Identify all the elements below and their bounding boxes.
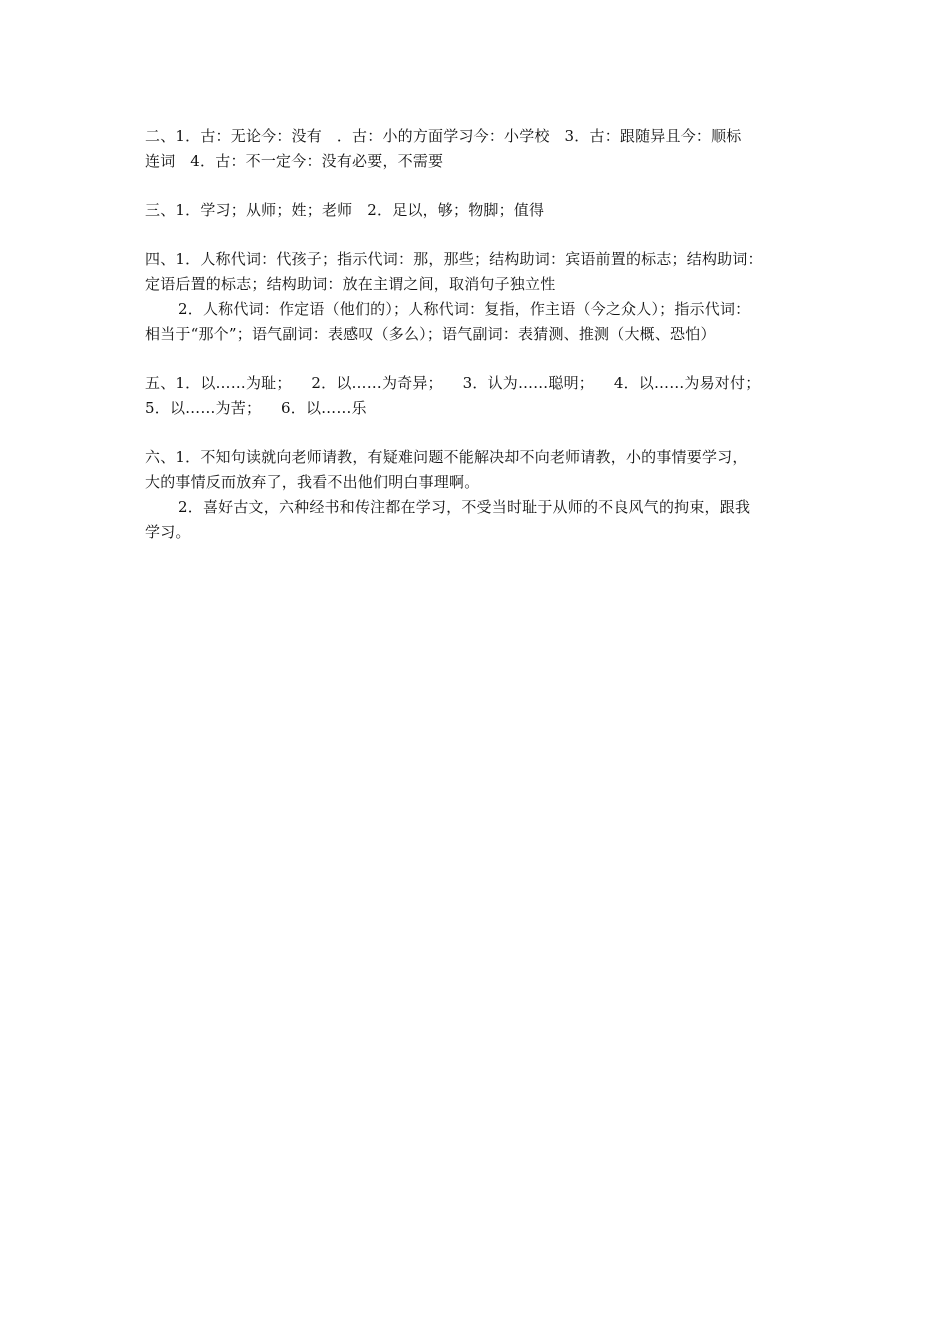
text-line: 相当于“那个”；语气副词：表感叹（多么）；语气副词：表猜测、推测（大概、恐怕） xyxy=(145,325,716,343)
section-si xyxy=(145,247,825,347)
text-line-indented: 2．人称代词：作定语（他们的）；人称代词：复指，作主语（今之众人）；指示代词： xyxy=(178,300,751,318)
text-line: 学习。 xyxy=(145,523,191,541)
text-line-indented: 2．喜好古文，六种经书和传注都在学习，不受当时耻于从师的不良风气的拘束，跟我 xyxy=(178,498,751,516)
text-line: 五、1．以……为耻； 2．以……为奇异； 3．认为……聪明； 4．以……为易对付； xyxy=(145,374,761,392)
text-line: 四、1．人称代词：代孩子；指示代词：那，那些；结构助词：宾语前置的标志；结构助词： xyxy=(145,250,763,268)
section-san xyxy=(145,198,825,223)
text-line: 二、1．古：无论今：没有 ．古：小的方面学习今：小学校 3．古：跟随异且今：顺标 xyxy=(145,127,742,145)
document-page xyxy=(145,124,825,569)
text-line: 六、1．不知句读就向老师请教，有疑难问题不能解决却不向老师请教，小的事情要学习， xyxy=(145,448,748,466)
section-wu xyxy=(145,371,825,421)
text-line: 大的事情反而放弃了，我看不出他们明白事理啊。 xyxy=(145,473,480,491)
text-line: 连词 4．古：不一定今：没有必要，不需要 xyxy=(145,152,444,170)
text-line: 5．以……为苦； 6．以……乐 xyxy=(145,399,367,417)
section-er xyxy=(145,124,825,174)
text-line: 定语后置的标志；结构助词：放在主谓之间，取消句子独立性 xyxy=(145,275,556,293)
section-liu xyxy=(145,445,825,545)
text-line: 三、1．学习；从师；姓；老师 2．足以，够；物脚；值得 xyxy=(145,201,545,219)
